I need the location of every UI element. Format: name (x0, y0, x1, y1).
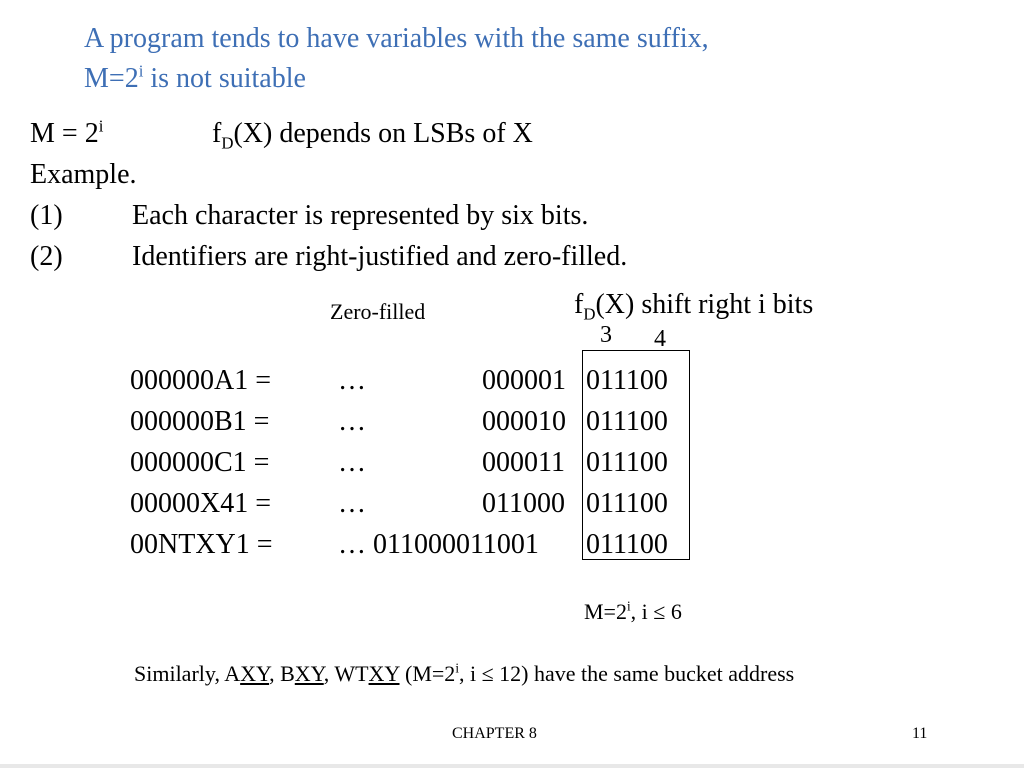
m-condition-label: $M=2^i$, i ≤ 6 (584, 598, 682, 624)
m-equals-label: $M = 2^i$ (30, 116, 104, 149)
bit-label: 4 (654, 326, 666, 352)
row-identifier: 000000C1 = (130, 447, 270, 478)
item-number: (2) (30, 241, 63, 272)
row-bits-right: 011100 (586, 447, 668, 478)
item-number: (1) (30, 200, 63, 231)
row-bits-right: 011100 (586, 406, 668, 437)
row-bits-left: 011000 (482, 488, 565, 519)
row-ellipsis: … (338, 488, 366, 519)
bottom-divider (0, 764, 1024, 768)
low-bits-highlight-box (582, 350, 690, 560)
slide-title-line-2: $M=2^i$ is not suitable (84, 61, 306, 94)
row-bits-left: 000011 (482, 447, 565, 478)
item-text: Identifiers are right-justified and zero-filled. (132, 241, 628, 272)
row-ellipsis: … 011000011001 (338, 529, 539, 560)
bit-label: 3 (600, 322, 612, 348)
row-ellipsis: … (338, 447, 366, 478)
row-bits-right: 011100 (586, 529, 668, 560)
row-bits-right: 011100 (586, 488, 668, 519)
page-number: 11 (912, 725, 928, 742)
fd-depends-text: $f_D(X)$ depends on LSBs of X (212, 118, 533, 153)
similarly-note: Similarly, AXY, BXY, WTXY ($M=2^i$, i ≤ 12) have the same bucket address (134, 660, 795, 686)
item-text: Each character is represented by six bits. (132, 200, 589, 231)
zero-filled-label: Zero-filled (330, 299, 426, 324)
example-label: Example. (30, 159, 137, 190)
row-bits-right: 011100 (586, 365, 668, 396)
slide-title-line-1: A program tends to have variables with the same suffix, (84, 23, 709, 54)
row-bits-left: 000010 (482, 406, 566, 437)
row-ellipsis: … (338, 365, 366, 396)
shift-right-label: $f_D(X)$ shift right i bits (574, 289, 814, 324)
row-identifier: 00000X41 = (130, 488, 272, 519)
footer-chapter: CHAPTER 8 (452, 725, 537, 742)
row-identifier: 00NTXY1 = (130, 529, 273, 560)
row-identifier: 000000A1 = (130, 365, 272, 396)
row-identifier: 000000B1 = (130, 406, 270, 437)
row-bits-left: 000001 (482, 365, 566, 396)
row-ellipsis: … (338, 406, 366, 437)
